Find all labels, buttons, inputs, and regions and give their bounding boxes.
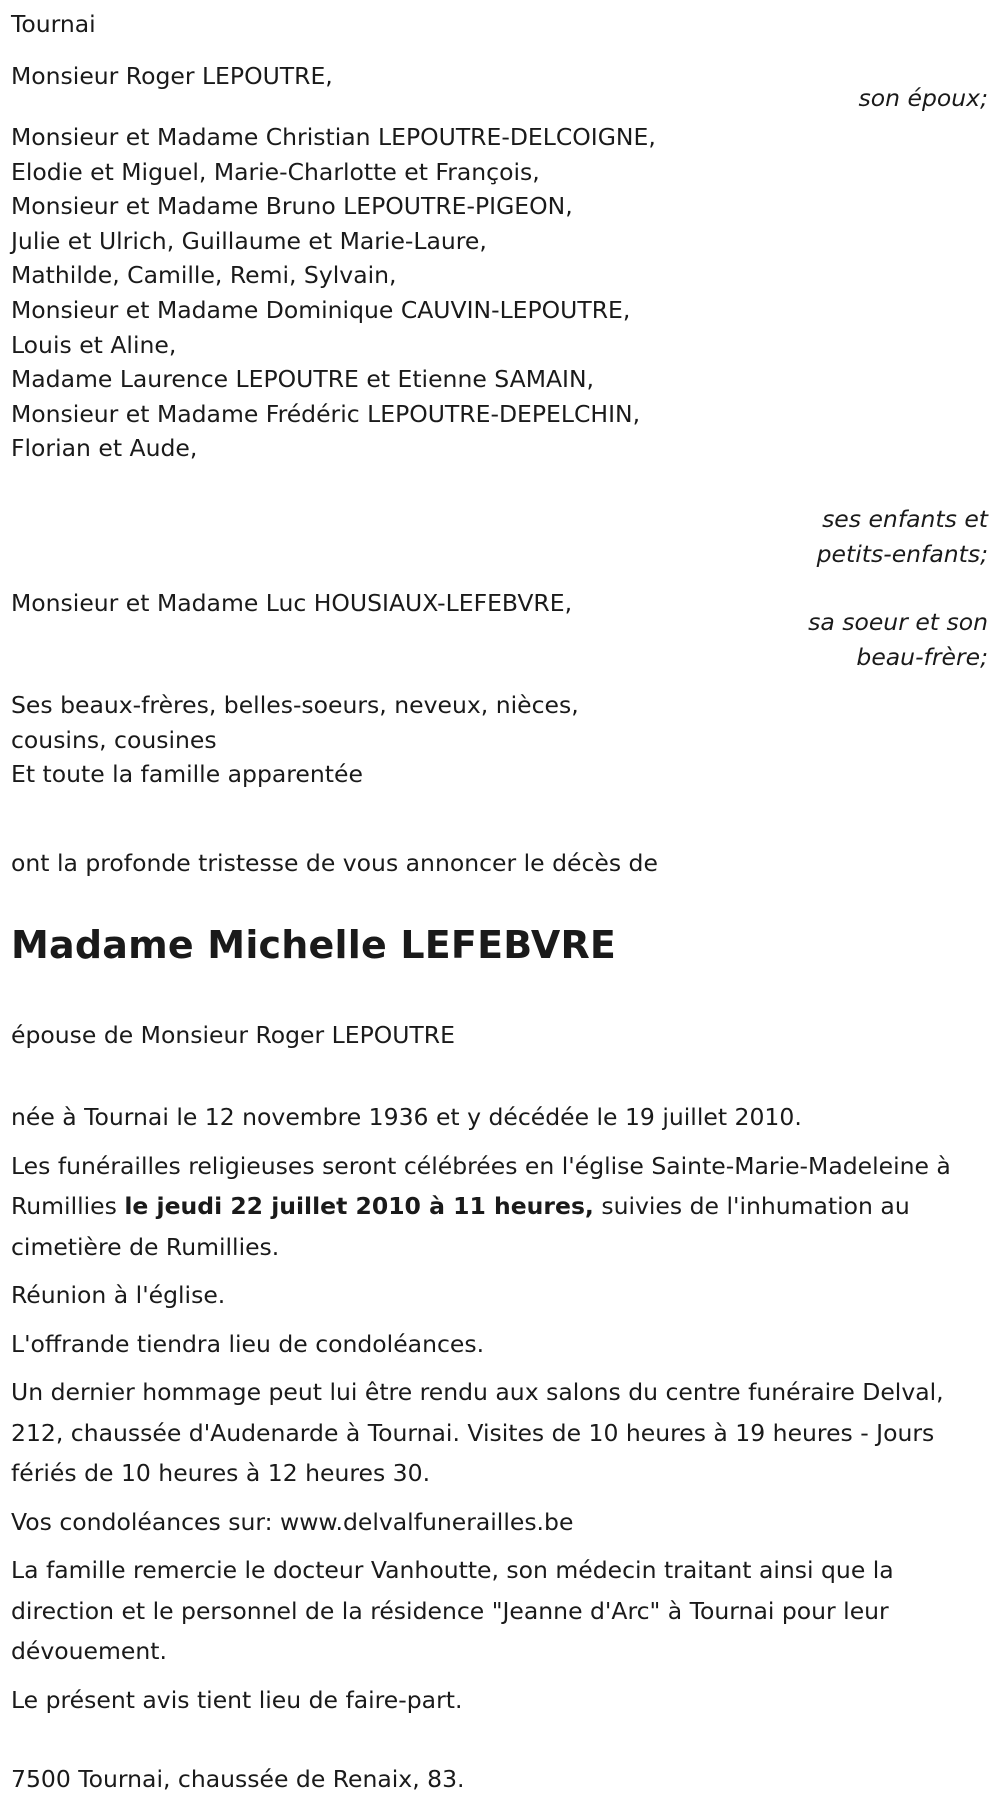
children-line: Monsieur et Madame Bruno LEPOUTRE-PIGEON, (11, 192, 573, 221)
children-line: Elodie et Miguel, Marie-Charlotte et François, (11, 157, 540, 186)
funeral-text-after: suivies de l'inhumation au cimetière de Rumillies. (11, 1192, 910, 1261)
condolences-line: Vos condoléances sur: www.delvalfunerailles.be (11, 1507, 574, 1536)
offering-line: L'offrande tiendra lieu de condoléances. (11, 1329, 485, 1358)
children-line: Julie et Ulrich, Guillaume et Marie-Laure, (11, 226, 487, 255)
children-line: Monsieur et Madame Frédéric LEPOUTRE-DEPELCHIN, (11, 399, 641, 428)
funeral-date-time: le jeudi 22 juillet 2010 à 11 heures, (124, 1192, 594, 1220)
sibling-role (588, 605, 988, 674)
notice-line: Le présent avis tient lieu de faire-part. (11, 1685, 463, 1714)
husband-role: son époux; (858, 84, 988, 112)
announcement-intro: ont la profonde tristesse de vous annoncer le décès de (11, 849, 658, 877)
meeting-line: Réunion à l'église. (11, 1281, 226, 1309)
husband-name: Monsieur Roger LEPOUTRE, (11, 62, 333, 90)
extended-family-line: Ses beaux-frères, belles-soeurs, neveux, nièces, (11, 691, 579, 719)
homage-paragraph: Un dernier hommage peut lui être rendu aux salons du centre funéraire Delval, 212, chaussée d'Audenarde à Tournai. Visites de 10 heures à 19 heures - Jours fériés de 10 heures à 12 heures 30. (11, 1378, 944, 1487)
city-heading: Tournai (11, 10, 96, 38)
children-role-line: petits-enfants; (816, 539, 988, 568)
thanks-paragraph: La famille remercie le docteur Vanhoutte, son médecin traitant ainsi que la direction et le personnel de la résidence "Jeanne d'Arc" à Tournai pour leur dévouement. (11, 1556, 894, 1665)
deceased-name: Madame Michelle LEFEBVRE (11, 923, 617, 967)
birth-death-line: née à Tournai le 12 novembre 1936 et y décédée le 19 juillet 2010. (11, 1103, 802, 1131)
extended-family-line: cousins, cousines (11, 725, 217, 754)
children-line: Madame Laurence LEPOUTRE et Etienne SAMAIN, (11, 365, 595, 394)
extended-family (11, 688, 579, 792)
sibling-role-line: beau-frère; (856, 642, 988, 671)
spouse-line: épouse de Monsieur Roger LEPOUTRE (11, 1021, 455, 1049)
address-line: 7500 Tournai, chaussée de Renaix, 83. (11, 1765, 465, 1793)
children-role (588, 502, 988, 571)
children-line: Monsieur et Madame Dominique CAUVIN-LEPOUTRE, (11, 295, 631, 324)
sibling-role-line: sa soeur et son (808, 608, 988, 636)
children-list (11, 120, 656, 466)
children-line: Louis et Aline, (11, 330, 177, 359)
extended-family-line: Et toute la famille apparentée (11, 760, 363, 789)
funeral-details (11, 1097, 988, 1728)
children-role-line: ses enfants et (822, 505, 988, 533)
funeral-text: Les funérailles religieuses seront célébrées en l'église Sainte-Marie-Madeleine à Rumillies (11, 1151, 951, 1220)
children-line: Monsieur et Madame Christian LEPOUTRE-DELCOIGNE, (11, 123, 656, 151)
children-line: Florian et Aude, (11, 434, 198, 463)
funeral-paragraph (11, 1146, 988, 1268)
sibling-name: Monsieur et Madame Luc HOUSIAUX-LEFEBVRE, (11, 589, 573, 617)
children-line: Mathilde, Camille, Remi, Sylvain, (11, 261, 397, 290)
